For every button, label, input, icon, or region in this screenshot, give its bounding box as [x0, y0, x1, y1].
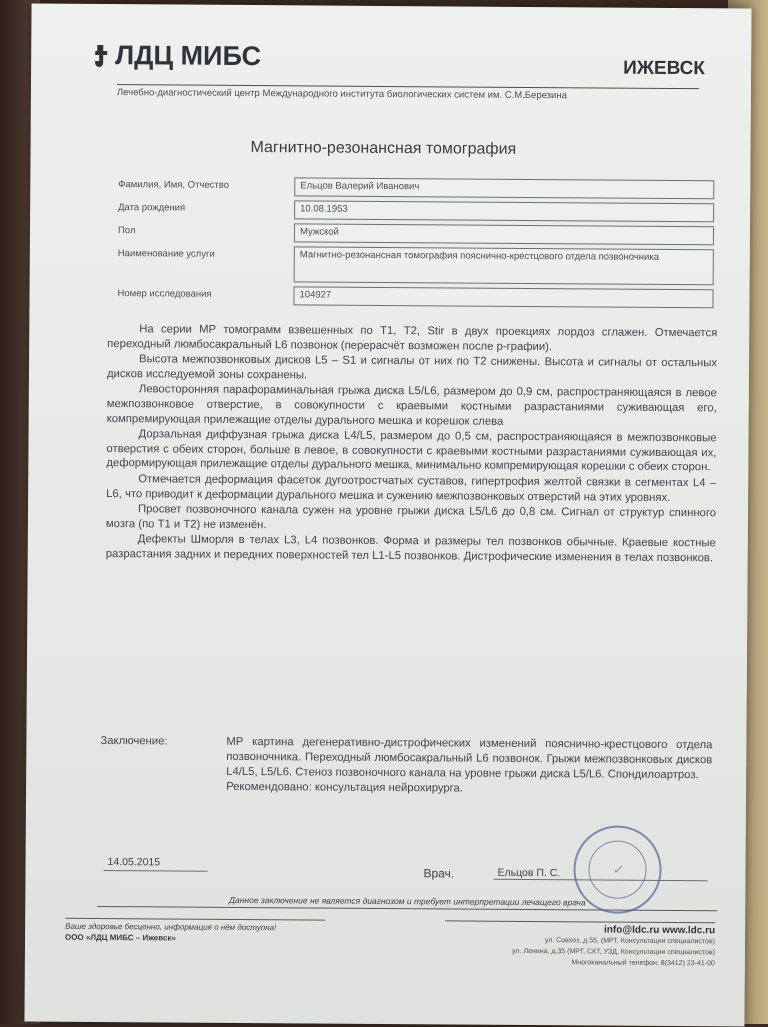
recommendation-text: Рекомендовано: консультация нейрохирурга. [226, 780, 464, 795]
row-label: Фамилия, Имя, Отчество [118, 179, 230, 191]
row-label: Наименование услуги [117, 248, 215, 260]
row-label: Номер исследования [117, 288, 212, 300]
footer-org: ООО «ЛДЦ МИБС – Ижевск» [65, 932, 176, 943]
disclaimer-text: Данное заключение не является диагнозом и требует интерпретации лечащего врача [97, 894, 717, 911]
patient-row-birthdate [118, 199, 714, 222]
document-page [24, 3, 751, 1026]
footer-left [65, 918, 325, 945]
row-value: Ельцов Валерий Иванович [294, 177, 714, 199]
conclusion-text: МР картина дегенеративно-дистрофических изменений пояснично-крестцового отдела позвоночника. Переходный люмбосакральный L6 позвонок. Грыжи межпозвонковых дисков L4/L5, L5/L6. Стеноз позвоночного канала на уровне грыжи диска L5/L6. Спондилоартроз. [226, 735, 713, 782]
row-value: 10.08.1953 [294, 200, 714, 222]
city-label: ИЖЕВСК [623, 57, 706, 80]
report-date: 14.05.2015 [104, 856, 208, 872]
stamp-inner-ring: ✓ [588, 840, 646, 898]
row-value: Магнитно-резонансная томография пояснично-крестцового отдела позвоночника [294, 246, 714, 285]
findings-paragraph: Высота межпозвонковых дисков L5 – S1 и сигналы от них по Т2 снижены. Высота и сигналы от остальных дисков исследуемой зоны сохранены. [106, 353, 718, 382]
row-value: Мужской [294, 223, 714, 245]
row-value: 104927 [293, 286, 713, 308]
footer-address-1: ул. Совхоз, д.55, (МРТ, Консультации специалистов) [544, 937, 716, 946]
findings-paragraph: Дефекты Шморля в телах L3, L4 позвонков. Форма и размеры тел позвонков обычные. Краевые костные разрастания задних и передних поверхностей тел L1-L5 позвонков. Дистрофические изменения в телах позвонков. [105, 533, 716, 565]
doctor-name: Ельцов П. С. [493, 867, 707, 881]
logo-mark-icon [89, 42, 111, 68]
footer-address-2: ул. Ленина, д.35 (МРТ, СКТ, УЗД, Консультации специалистов) [512, 947, 715, 957]
patient-info-table [117, 176, 714, 312]
logo-text: ЛДЦ МИБС [115, 40, 262, 72]
footer-right [445, 920, 715, 969]
findings-paragraph: Дорзальная диффузная грыжа диска L4/L5, размером до 0,5 см, распространяющаяся в межпозвонковые отверстия с обеих сторон, больше в левое, в совокупности с краевыми костными разрастаниями суживающая их, деформирующая прилежащие отделы дурального мешка, минимально компремирующая корешки с обеих сторон. [106, 428, 717, 474]
clinic-subtitle: Лечебно-диагностический центр Международного института биологических систем им. С.М.Березина [117, 84, 699, 102]
row-label: Дата рождения [118, 202, 186, 214]
findings-paragraph: На серии МР томограмм взвешенных по Т1, Т2, Stir в двух проекциях лордоз сглажен. Отмечается переходный люмбосакральный L6 позвонок (перерасчёт возможен после р-графии). [107, 323, 718, 353]
patient-row-name [118, 176, 714, 199]
findings-paragraph: Левосторонняя парафораминальная грыжа диска L5/L6, размером до 0,9 см, распространяющаяся в левое межпозвонковое отверстие, в совокупности с краевыми костными разрастаниями суживающая его, компремирующая прилежащие отделы дурального мешка и корешок слева [106, 383, 717, 428]
patient-row-study-number [117, 285, 713, 308]
document-title: Магнитно-резонансная томография [250, 139, 517, 158]
conclusion-block [100, 734, 712, 798]
row-label: Пол [117, 225, 136, 237]
patient-row-sex [118, 222, 714, 245]
clinic-logo [89, 40, 261, 72]
footer-web: info@ldc.ru www.ldc.ru [604, 924, 716, 937]
doctor-label: Врач. [423, 866, 455, 881]
findings-paragraph: Просвет позвоночного канала сужен на уровне грыжи диска L5/L6 до 0,8 см. Сигнал от структур спинного мозга (по Т1 и Т2) не изменён. [105, 503, 717, 531]
findings-paragraph: Отмечается деформация фасеток дугоотростчатых суставов, гипертрофия желтой связки в сегментах L4 – L6, что приводит к деформации дурального мешка и сужению межпозвонковых отверстий на этих уровнях. [106, 473, 717, 504]
findings-text [106, 322, 718, 567]
footer-phone: Многоканальный телефон: 8(3412) 23-41-00 [571, 959, 715, 968]
footer-slogan: Ваше здоровье бесценно, информация о нём доступна! [65, 921, 277, 933]
patient-row-service [118, 245, 714, 285]
conclusion-body [226, 735, 712, 798]
conclusion-label: Заключение: [100, 734, 168, 748]
